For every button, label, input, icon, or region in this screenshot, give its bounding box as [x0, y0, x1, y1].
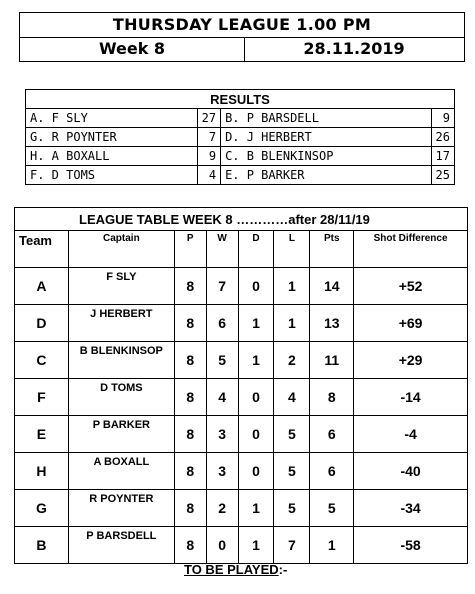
col-points: Pts: [310, 231, 354, 268]
away-team: B. P BARSDELL: [221, 109, 431, 128]
home-team: H. A BOXALL: [26, 147, 198, 166]
away-score: 9: [431, 109, 454, 128]
lost-value: 5: [274, 453, 310, 490]
team-letter: F: [15, 379, 69, 416]
captain-name: J HERBERT: [68, 305, 174, 342]
captain-name: B BLENKINSOP: [68, 342, 174, 379]
drawn-value: 1: [238, 342, 274, 379]
won-value: 4: [206, 379, 238, 416]
shot-difference-value: +52: [354, 268, 468, 305]
home-score: 27: [197, 109, 220, 128]
lost-value: 1: [274, 268, 310, 305]
points-value: 14: [310, 268, 354, 305]
played-value: 8: [174, 416, 206, 453]
captain-name: A BOXALL: [68, 453, 174, 490]
league-row: [15, 527, 468, 564]
drawn-value: 1: [238, 305, 274, 342]
points-value: 1: [310, 527, 354, 564]
team-letter: C: [15, 342, 69, 379]
lost-value: 4: [274, 379, 310, 416]
shot-difference-value: -58: [354, 527, 468, 564]
drawn-value: 0: [238, 453, 274, 490]
home-team: A. F SLY: [26, 109, 198, 128]
captain-name: D TOMS: [68, 379, 174, 416]
drawn-value: 0: [238, 379, 274, 416]
won-value: 6: [206, 305, 238, 342]
home-team: F. D TOMS: [26, 166, 198, 185]
lost-value: 5: [274, 490, 310, 527]
team-letter: G: [15, 490, 69, 527]
drawn-value: 1: [238, 527, 274, 564]
col-captain: Captain: [68, 231, 174, 268]
home-score: 9: [197, 147, 220, 166]
col-team: Team: [15, 231, 69, 268]
won-value: 3: [206, 453, 238, 490]
lost-value: 5: [274, 416, 310, 453]
league-table: [14, 207, 468, 564]
points-value: 13: [310, 305, 354, 342]
won-value: 5: [206, 342, 238, 379]
won-value: 3: [206, 416, 238, 453]
lost-value: 2: [274, 342, 310, 379]
match-date: 28.11.2019: [303, 39, 405, 58]
played-value: 8: [174, 527, 206, 564]
team-letter: H: [15, 453, 69, 490]
result-row: [26, 128, 455, 147]
won-value: 2: [206, 490, 238, 527]
league-row: [15, 268, 468, 305]
played-value: 8: [174, 268, 206, 305]
points-value: 8: [310, 379, 354, 416]
played-value: 8: [174, 379, 206, 416]
to-be-played: [184, 562, 287, 577]
played-value: 8: [174, 453, 206, 490]
team-letter: D: [15, 305, 69, 342]
home-score: 4: [197, 166, 220, 185]
away-team: D. J HERBERT: [221, 128, 431, 147]
shot-difference-value: -34: [354, 490, 468, 527]
week-label: Week 8: [20, 37, 245, 61]
away-score: 26: [431, 128, 454, 147]
captain-name: R POYNTER: [68, 490, 174, 527]
points-value: 11: [310, 342, 354, 379]
league-header-row: [15, 231, 468, 268]
shot-difference-value: -4: [354, 416, 468, 453]
col-shot-difference: Shot Difference: [354, 231, 468, 268]
league-title: THURSDAY LEAGUE 1.00 PM: [20, 13, 464, 38]
results-table: [25, 89, 455, 185]
lost-value: 7: [274, 527, 310, 564]
played-value: 8: [174, 490, 206, 527]
league-row: [15, 342, 468, 379]
team-letter: A: [15, 268, 69, 305]
points-value: 6: [310, 453, 354, 490]
won-value: 0: [206, 527, 238, 564]
points-value: 5: [310, 490, 354, 527]
team-letter: B: [15, 527, 69, 564]
team-letter: E: [15, 416, 69, 453]
col-lost: L: [274, 231, 310, 268]
shot-difference-value: -40: [354, 453, 468, 490]
result-row: [26, 166, 455, 185]
played-value: 8: [174, 305, 206, 342]
col-drawn: D: [238, 231, 274, 268]
league-row: [15, 305, 468, 342]
result-row: [26, 147, 455, 166]
home-score: 7: [197, 128, 220, 147]
drawn-value: 0: [238, 268, 274, 305]
won-value: 7: [206, 268, 238, 305]
away-score: 25: [431, 166, 454, 185]
drawn-value: 0: [238, 416, 274, 453]
to-be-played-suffix: :-: [278, 562, 288, 577]
league-row: [15, 490, 468, 527]
away-team: E. P BARKER: [221, 166, 431, 185]
captain-name: P BARKER: [68, 416, 174, 453]
shot-difference-value: -14: [354, 379, 468, 416]
played-value: 8: [174, 342, 206, 379]
captain-name: P BARSDELL: [68, 527, 174, 564]
league-row: [15, 416, 468, 453]
lost-value: 1: [274, 305, 310, 342]
captain-name: F SLY: [68, 268, 174, 305]
shot-difference-value: +29: [354, 342, 468, 379]
result-row: [26, 109, 455, 128]
to-be-played-label: TO BE PLAYED: [184, 562, 279, 577]
away-team: C. B BLENKINSOP: [221, 147, 431, 166]
results-heading: RESULTS: [26, 90, 455, 109]
away-score: 17: [431, 147, 454, 166]
home-team: G. R POYNTER: [26, 128, 198, 147]
header-box: [19, 12, 465, 62]
drawn-value: 1: [238, 490, 274, 527]
col-won: W: [206, 231, 238, 268]
points-value: 6: [310, 416, 354, 453]
league-row: [15, 453, 468, 490]
shot-difference-value: +69: [354, 305, 468, 342]
league-row: [15, 379, 468, 416]
league-table-heading: LEAGUE TABLE WEEK 8 …………after 28/11/19: [15, 208, 468, 231]
col-played: P: [174, 231, 206, 268]
